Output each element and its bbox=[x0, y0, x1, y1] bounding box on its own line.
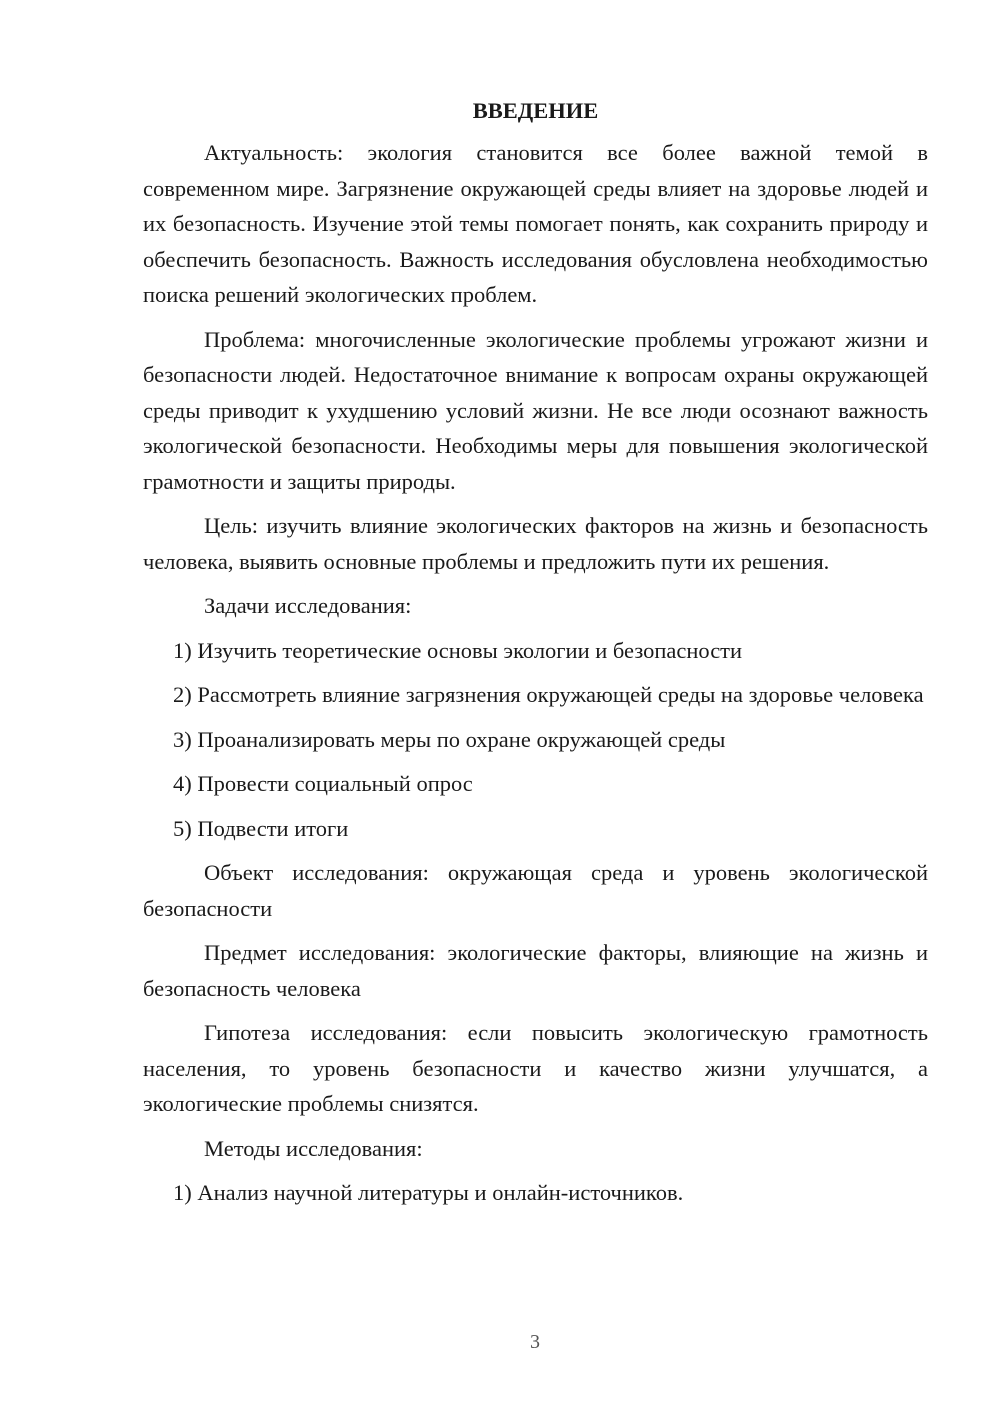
task-item: 3) Проанализировать меры по охране окружающей среды bbox=[173, 726, 726, 752]
page-content bbox=[143, 96, 928, 1220]
hypothesis-paragraph: Гипотеза исследования: если повысить экологическую грамотность населения, то уровень безопасности и качество жизни улучшатся, а экологические проблемы снизятся. bbox=[143, 1020, 928, 1116]
section-title: ВВЕДЕНИЕ bbox=[472, 98, 599, 123]
task-item: 2) Рассмотреть влияние загрязнения окружающей среды на здоровье человека bbox=[173, 682, 924, 707]
page-number: 3 bbox=[530, 1331, 540, 1353]
tasks-heading: Задачи исследования: bbox=[204, 593, 412, 618]
method-item: 1) Анализ научной литературы и онлайн-источников. bbox=[173, 1180, 684, 1205]
task-item: 4) Провести социальный опрос bbox=[173, 771, 473, 796]
object-paragraph: Объект исследования: окружающая среда и уровень экологической безопасности bbox=[143, 860, 928, 921]
goal-paragraph: Цель: изучить влияние экологических факторов на жизнь и безопасность человека, выявить основные проблемы и предложить пути их решения. bbox=[143, 513, 928, 574]
methods-heading: Методы исследования: bbox=[204, 1135, 423, 1161]
task-item: 1) Изучить теоретические основы экологии и безопасности bbox=[173, 637, 743, 663]
subject-paragraph: Предмет исследования: экологические факторы, влияющие на жизнь и безопасность человека bbox=[143, 940, 928, 1001]
task-item: 5) Подвести итоги bbox=[173, 815, 349, 841]
relevance-paragraph: Актуальность: экология становится все более важной темой в современном мире. Загрязнение окружающей среды влияет на здоровье людей и их безопасность. Изучение этой темы помогает понять, как сохранить природу и обеспечить безопасность. Важность исследования обусловлена необходимостью поиска решений экологических проблем. bbox=[143, 140, 928, 307]
problem-paragraph: Проблема: многочисленные экологические проблемы угрожают жизни и безопасности людей. Недостаточное внимание к вопросам охраны окружающей среды приводит к ухудшению условий жизни. Не все люди осознают важность экологической безопасности. Необходимы меры для повышения экологической грамотности и защиты природы. bbox=[143, 326, 928, 494]
